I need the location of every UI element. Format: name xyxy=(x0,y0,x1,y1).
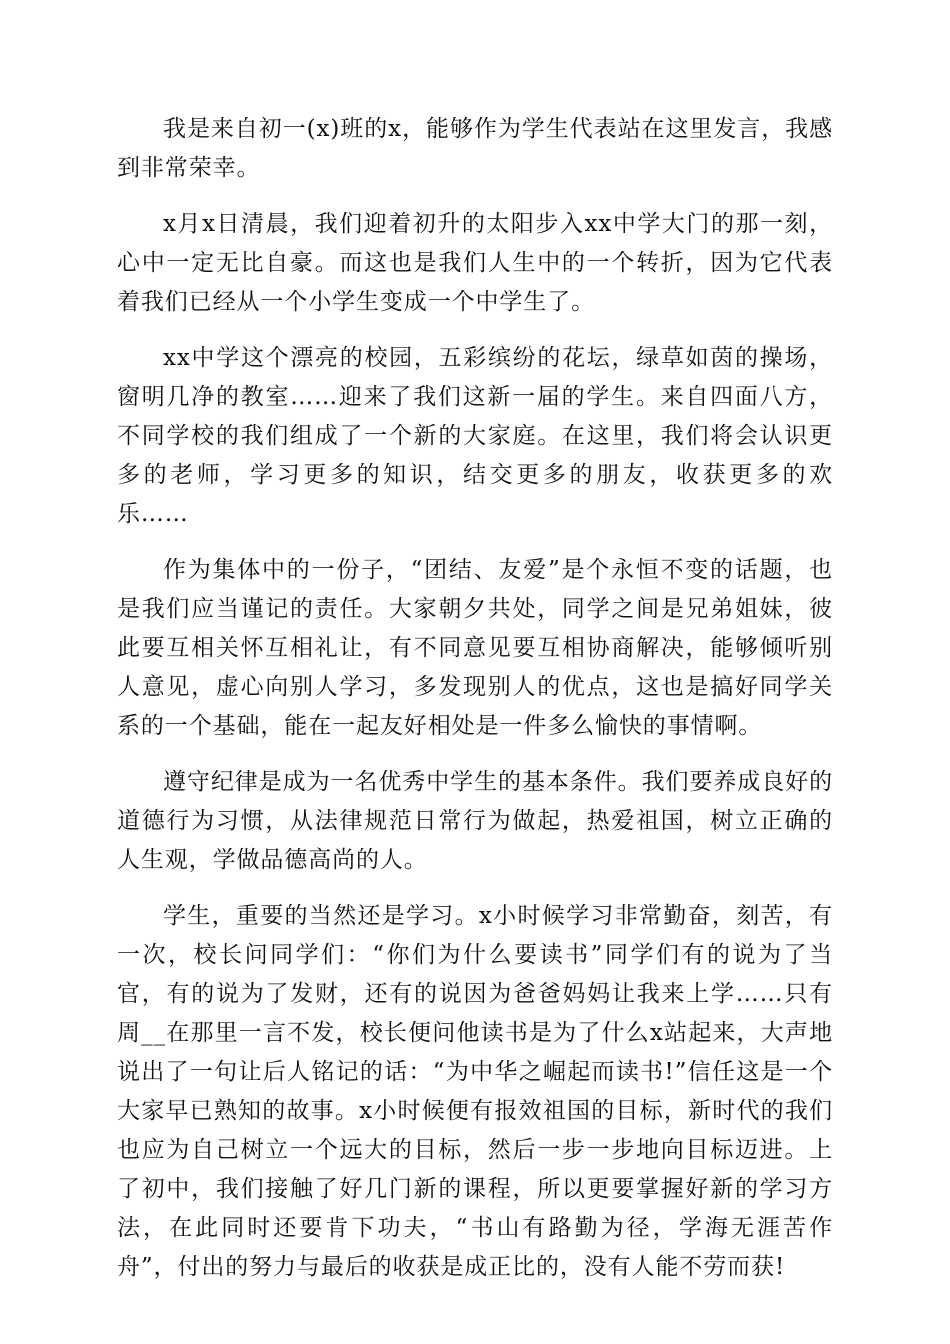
paragraph: 学生，重要的当然还是学习。x小时候学习非常勤奋，刻苦，有一次，校长问同学们：“你们为什么要读书”同学们有的说为了当官，有的说为了发财，还有的说因为爸爸妈妈让我来上学……只有周__在那里一言不发，校长便问他读书是为了什么x站起来，大声地说出了一句让后人铭记的话：“为中华之崛起而读书!”信任这是一个大家早已熟知的故事。x小时候便有报效祖国的目标，新时代的我们也应为自己树立一个远大的目标，然后一步一步地向目标迈进。上了初中，我们接触了好几门新的课程，所以更要掌握好新的学习方法，在此同时还要肯下功夫，“书山有路勤为径，学海无涯苦作舟”，付出的努力与最后的收获是成正比的，没有人能不劳而获! xyxy=(117,903,833,1280)
paragraph: 作为集体中的一份子，“团结、友爱”是个永恒不变的话题，也是我们应当谨记的责任。大家朝夕共处，同学之间是兄弟姐妹，彼此要互相关怀互相礼让，有不同意见要互相协商解决，能够倾听别人意见，虚心向别人学习，多发现别人的优点，这也是搞好同学关系的一个基础，能在一起友好相处是一件多么愉快的事情啊。 xyxy=(117,557,833,739)
document-body xyxy=(117,110,833,1304)
paragraph: 遵守纪律是成为一名优秀中学生的基本条件。我们要养成良好的道德行为习惯，从法律规范日常行为做起，热爱祖国，树立正确的人生观，学做品德高尚的人。 xyxy=(117,769,833,873)
paragraph: 我是来自初一(x)班的x，能够作为学生代表站在这里发言，我感到非常荣幸。 xyxy=(117,116,833,181)
paragraph: xx中学这个漂亮的校园，五彩缤纷的花坛，绿草如茵的操场，窗明几净的教室……迎来了我们这新一届的学生。来自四面八方，不同学校的我们组成了一个新的大家庭。在这里，我们将会认识更多的老师，学习更多的知识，结交更多的朋友，收获更多的欢乐…… xyxy=(117,345,833,527)
paragraph: x月x日清晨，我们迎着初升的太阳步入xx中学大门的那一刻，心中一定无比自豪。而这也是我们人生中的一个转折，因为它代表着我们已经从一个小学生变成一个中学生了。 xyxy=(117,211,833,315)
